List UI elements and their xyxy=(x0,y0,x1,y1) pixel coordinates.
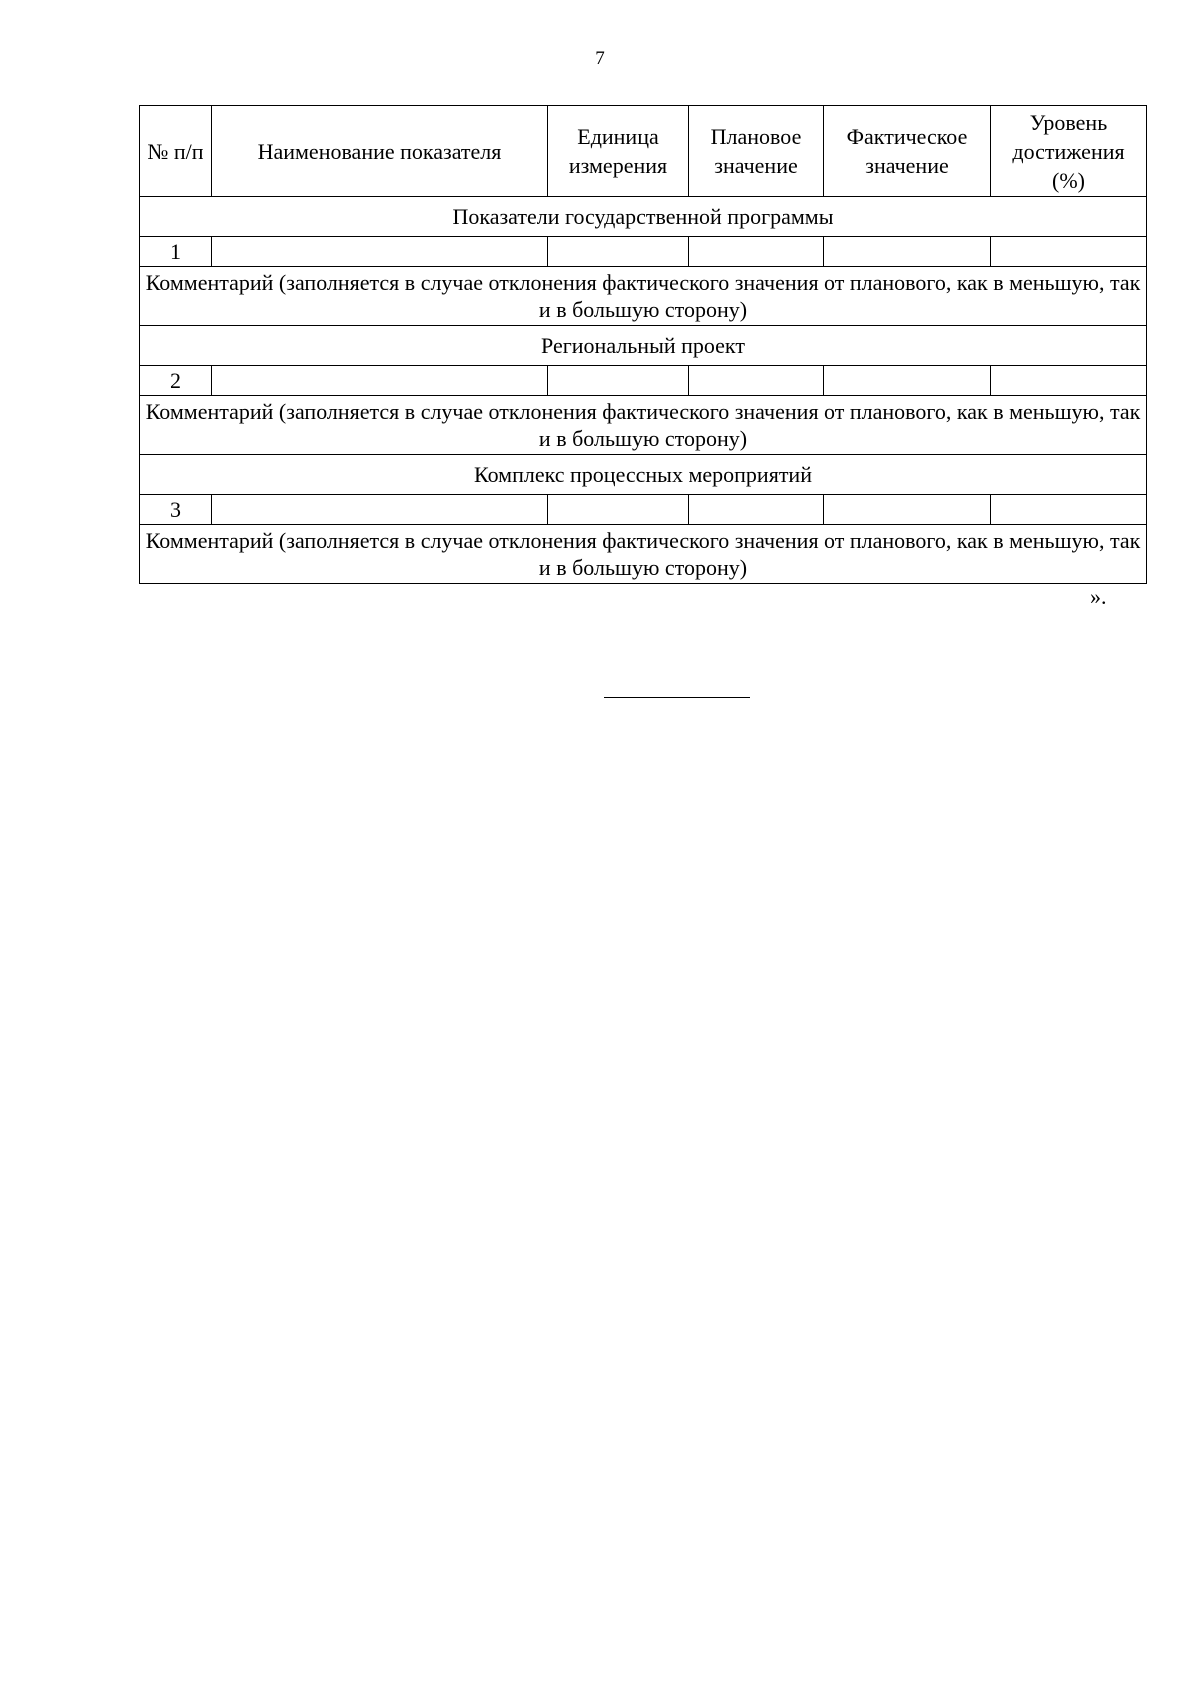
separator-line xyxy=(604,697,750,698)
section-title: Показатели государственной программы xyxy=(140,197,1147,237)
comment-text: Комментарий (заполняется в случае отклонения фактического значения от планового, как в меньшую, так и в большую сторону) xyxy=(140,525,1147,584)
empty-cell xyxy=(824,366,991,396)
indicators-table xyxy=(139,105,1147,584)
empty-cell xyxy=(824,237,991,267)
comment-text: Комментарий (заполняется в случае отклонения фактического значения от планового, как в меньшую, так и в большую сторону) xyxy=(140,396,1147,455)
table-row xyxy=(140,366,1147,396)
table-header-row xyxy=(140,106,1147,197)
empty-cell xyxy=(824,495,991,525)
section-title-row xyxy=(140,326,1147,366)
header-achievement-level: Уровень достижения (%) xyxy=(991,106,1147,197)
row-number: 3 xyxy=(140,495,212,525)
closing-quote: ». xyxy=(1090,584,1107,609)
empty-cell xyxy=(991,237,1147,267)
empty-cell xyxy=(991,495,1147,525)
page-number: 7 xyxy=(595,48,605,69)
empty-cell xyxy=(689,366,824,396)
header-actual-value: Фактическое значение xyxy=(824,106,991,197)
comment-text: Комментарий (заполняется в случае отклонения фактического значения от планового, как в меньшую, так и в большую сторону) xyxy=(140,267,1147,326)
section-title-row xyxy=(140,197,1147,237)
row-number: 1 xyxy=(140,237,212,267)
comment-row xyxy=(140,525,1147,584)
empty-cell xyxy=(991,366,1147,396)
comment-row xyxy=(140,396,1147,455)
empty-cell xyxy=(689,237,824,267)
empty-cell xyxy=(212,495,548,525)
row-number: 2 xyxy=(140,366,212,396)
empty-cell xyxy=(548,237,689,267)
empty-cell xyxy=(212,366,548,396)
table-row xyxy=(140,237,1147,267)
empty-cell xyxy=(548,495,689,525)
header-planned-value: Плановое значение xyxy=(689,106,824,197)
empty-cell xyxy=(212,237,548,267)
comment-row xyxy=(140,267,1147,326)
empty-cell xyxy=(548,366,689,396)
section-title: Региональный проект xyxy=(140,326,1147,366)
header-unit: Единица измерения xyxy=(548,106,689,197)
table-row xyxy=(140,495,1147,525)
header-number: № п/п xyxy=(140,106,212,197)
section-title-row xyxy=(140,455,1147,495)
header-indicator-name: Наименование показателя xyxy=(212,106,548,197)
empty-cell xyxy=(689,495,824,525)
section-title: Комплекс процессных мероприятий xyxy=(140,455,1147,495)
